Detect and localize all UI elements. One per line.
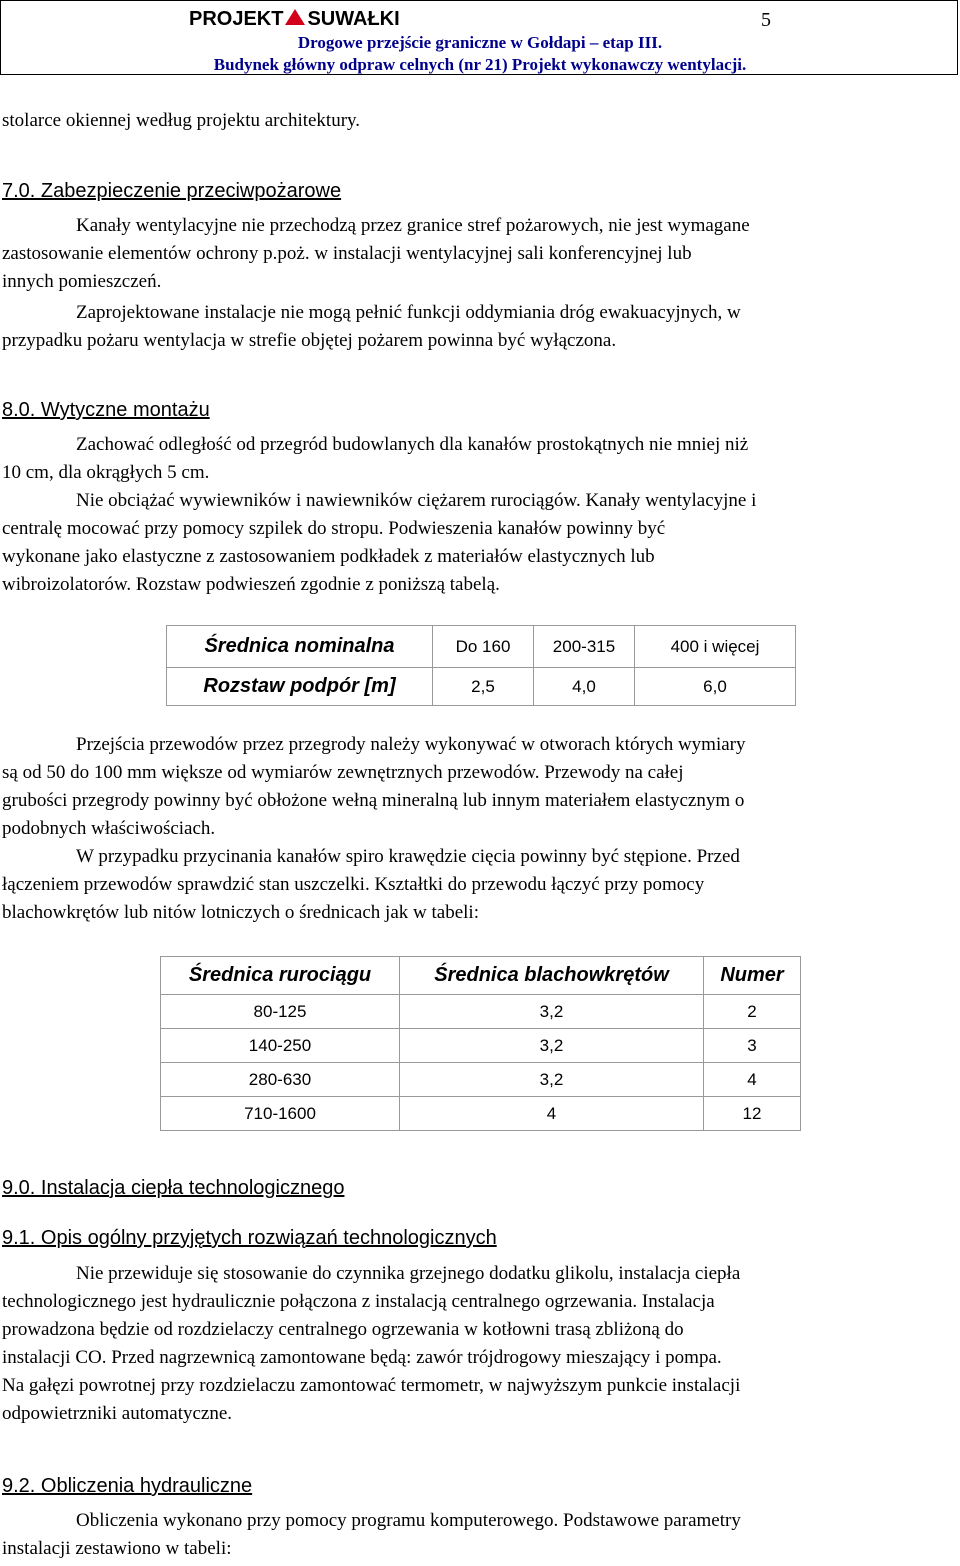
paragraph-line: stolarce okiennej według projektu architektury. xyxy=(2,110,361,131)
paragraph-line: są od 50 do 100 mm większe od wymiarów zewnętrznych przewodów. Przewody na całej xyxy=(2,762,684,783)
logo-text-left: PROJEKT xyxy=(189,7,284,30)
screw-diameter-table xyxy=(160,956,801,1131)
paragraph-line: blachowkrętów lub nitów lotniczych o średnicach jak w tabeli: xyxy=(2,902,479,923)
paragraph-line: centralę mocować przy pomocy szpilek do stropu. Podwieszenia kanałów powinny być xyxy=(2,518,666,539)
paragraph-line: instalacji zestawiono w tabeli: xyxy=(2,1538,232,1559)
table-cell: 400 i więcej xyxy=(635,626,796,668)
paragraph-line: prowadzona będzie od rozdzielaczy centralnego ogrzewania w kotłowni trasą zbliżoną do xyxy=(2,1319,684,1340)
table-row-header: Rozstaw podpór [m] xyxy=(167,668,433,706)
paragraph-line: Nie obciążać wywiewników i nawiewników ciężarem rurociągów. Kanały wentylacyjne i xyxy=(76,490,757,511)
table-row xyxy=(161,995,801,1029)
paragraph-line: łączeniem przewodów sprawdzić stan uszczelki. Kształtki do przewodu łączyć przy pomocy xyxy=(2,874,705,895)
header-project-subtitle: Budynek główny odpraw celnych (nr 21) Projekt wykonawczy wentylacji. xyxy=(213,55,747,74)
table-cell: Do 160 xyxy=(433,626,534,668)
paragraph-line: Kanały wentylacyjne nie przechodzą przez granice stref pożarowych, nie jest wymagane xyxy=(76,215,750,236)
paragraph-line: Zaprojektowane instalacje nie mogą pełnić funkcji oddymiania dróg ewakuacyjnych, w xyxy=(76,302,741,323)
paragraph-line: 10 cm, dla okrągłych 5 cm. xyxy=(2,462,210,483)
paragraph-line: Przejścia przewodów przez przegrody należy wykonywać w otworach których wymiary xyxy=(76,734,746,755)
table-cell: 3,2 xyxy=(400,995,704,1029)
table-cell: 4 xyxy=(400,1097,704,1131)
section-heading-9: 9.0. Instalacja ciepła technologicznego xyxy=(2,1177,345,1199)
paragraph-line: zastosowanie elementów ochrony p.poż. w instalacji wentylacyjnej sali konferencyjnej lub xyxy=(2,243,692,264)
table-cell: 4 xyxy=(704,1063,801,1097)
table-row xyxy=(161,1063,801,1097)
table-cell: 2,5 xyxy=(433,668,534,706)
table-row xyxy=(167,626,796,668)
page-number: 5 xyxy=(761,9,771,31)
paragraph-line: podobnych właściwościach. xyxy=(2,818,216,839)
section-heading-9-1: 9.1. Opis ogólny przyjętych rozwiązań technologicznych xyxy=(2,1227,497,1249)
section-heading-8: 8.0. Wytyczne montażu xyxy=(2,399,210,421)
column-header: Średnica rurociągu xyxy=(161,957,400,995)
table-cell: 3 xyxy=(704,1029,801,1063)
logo-triangle-icon xyxy=(285,9,305,25)
paragraph-line: wykonane jako elastyczne z zastosowaniem podkładek z materiałów elastycznych lub xyxy=(2,546,655,567)
table-cell: 3,2 xyxy=(400,1063,704,1097)
table-header-row xyxy=(161,957,801,995)
company-logo xyxy=(189,6,400,32)
section-heading-7: 7.0. Zabezpieczenie przeciwpożarowe xyxy=(2,180,342,202)
table-cell: 3,2 xyxy=(400,1029,704,1063)
paragraph-line: Na gałęzi powrotnej przy rozdzielaczu zamontować termometr, w najwyższym punkcie instalacji xyxy=(2,1375,741,1396)
column-header: Średnica blachowkrętów xyxy=(400,957,704,995)
paragraph-line: grubości przegrody powinny być obłożone wełną mineralną lub innym materiałem elastycznym o xyxy=(2,790,745,811)
header-project-title: Drogowe przejście graniczne w Gołdapi – etap III. xyxy=(297,33,663,52)
table-row xyxy=(161,1097,801,1131)
table-cell: 80-125 xyxy=(161,995,400,1029)
table-cell: 12 xyxy=(704,1097,801,1131)
paragraph-line: Nie przewiduje się stosowanie do czynnika grzejnego dodatku glikolu, instalacja ciepła xyxy=(76,1263,741,1284)
logo-text-right: SUWAŁKI xyxy=(307,7,400,30)
paragraph-line: W przypadku przycinania kanałów spiro krawędzie cięcia powinny być stępione. Przed xyxy=(76,846,740,867)
table-cell: 2 xyxy=(704,995,801,1029)
table-cell: 4,0 xyxy=(534,668,635,706)
paragraph-line: innych pomieszczeń. xyxy=(2,271,162,292)
table-row xyxy=(167,668,796,706)
table-cell: 6,0 xyxy=(635,668,796,706)
table-cell: 200-315 xyxy=(534,626,635,668)
paragraph-line: wibroizolatorów. Rozstaw podwieszeń zgodnie z poniższą tabelą. xyxy=(2,574,500,595)
paragraph-line: Zachować odległość od przegród budowlanych dla kanałów prostokątnych nie mniej niż xyxy=(76,434,749,455)
table-cell: 140-250 xyxy=(161,1029,400,1063)
paragraph-line: przypadku pożaru wentylacja w strefie objętej pożarem powinna być wyłączona. xyxy=(2,330,617,351)
table-cell: 710-1600 xyxy=(161,1097,400,1131)
section-heading-9-2: 9.2. Obliczenia hydrauliczne xyxy=(2,1475,253,1497)
paragraph-line: technologicznego jest hydraulicznie połączona z instalacją centralnego ogrzewania. Instalacja xyxy=(2,1291,715,1312)
page-header xyxy=(0,0,958,75)
column-header: Numer xyxy=(704,957,801,995)
table-cell: 280-630 xyxy=(161,1063,400,1097)
support-spacing-table xyxy=(166,625,796,706)
paragraph-line: Obliczenia wykonano przy pomocy programu komputerowego. Podstawowe parametry xyxy=(76,1510,741,1531)
table-row-header: Średnica nominalna xyxy=(167,626,433,668)
table-row xyxy=(161,1029,801,1063)
paragraph-line: instalacji CO. Przed nagrzewnicą zamontowane będą: zawór trójdrogowy mieszający i pompa. xyxy=(2,1347,722,1368)
paragraph-line: odpowietrzniki automatyczne. xyxy=(2,1403,233,1424)
